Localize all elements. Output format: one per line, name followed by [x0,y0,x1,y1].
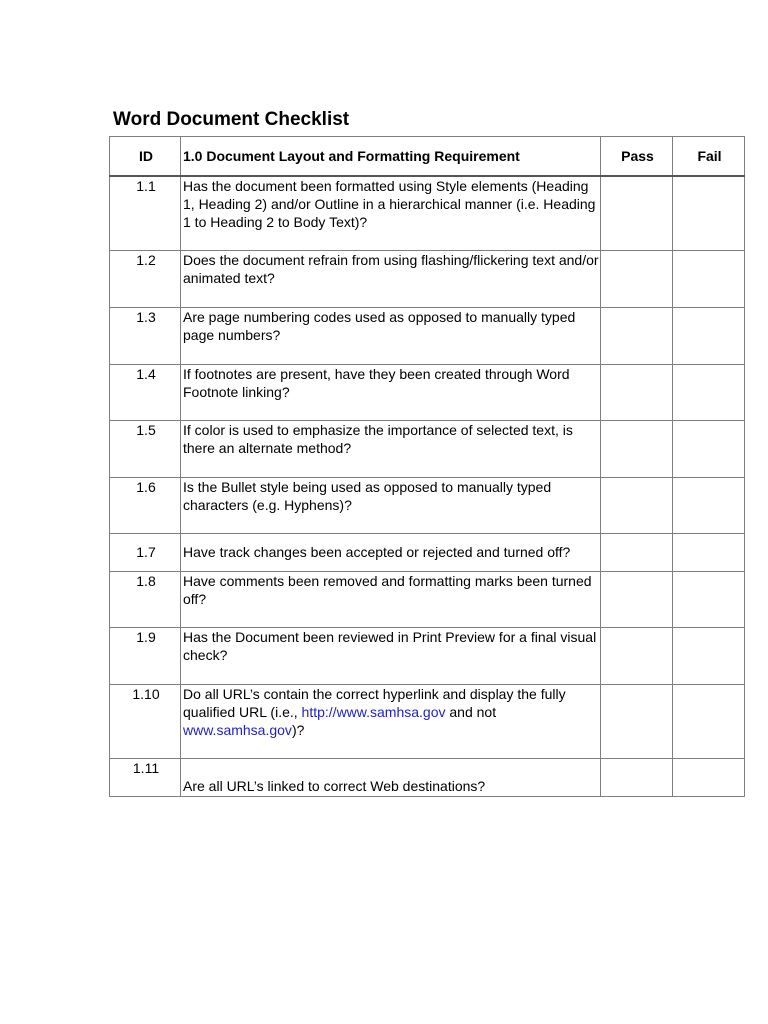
pass-cell[interactable] [601,533,673,571]
row-id: 1.9 [110,627,181,684]
page-title: Word Document Checklist [113,109,350,130]
fail-cell[interactable] [673,250,745,307]
row-requirement: Have track changes been accepted or rejected and turned off? [181,533,601,571]
row-id: 1.4 [110,364,181,420]
hyperlink-samhsa-full[interactable]: http://www.samhsa.gov [301,703,446,720]
row-requirement: Have comments been removed and formatting marks been turned off? [181,571,601,627]
row-id: 1.8 [110,571,181,627]
column-header-pass: Pass [601,137,673,177]
fail-cell[interactable] [673,176,745,250]
row-requirement: Is the Bullet style being used as opposed to manually typed characters (e.g. Hyphens)? [181,477,601,533]
row-id: 1.3 [110,307,181,364]
table-row [110,627,745,684]
row-requirement [181,684,601,758]
pass-cell[interactable] [601,627,673,684]
row-requirement: If color is used to emphasize the importance of selected text, is there an alternate method? [181,420,601,477]
fail-cell[interactable] [673,758,745,796]
row-requirement: Does the document refrain from using flashing/flickering text and/or animated text? [181,250,601,307]
column-header-requirement: 1.0 Document Layout and Formatting Requirement [181,137,601,177]
fail-cell[interactable] [673,627,745,684]
pass-cell[interactable] [601,758,673,796]
row-id: 1.1 [110,176,181,250]
pass-cell[interactable] [601,571,673,627]
fail-cell[interactable] [673,364,745,420]
row-requirement: If footnotes are present, have they been created through Word Footnote linking? [181,364,601,420]
requirement-text-middle: and not [445,703,497,720]
column-header-id: ID [110,137,181,177]
table-row [110,364,745,420]
requirement-text-before: Do all URL’s contain the correct hyperlink and display the fully qualified URL (i.e., [183,685,566,720]
row-requirement: Are page numbering codes used as opposed to manually typed page numbers? [181,307,601,364]
table-row [110,533,745,571]
table-row [110,307,745,364]
table-row [110,176,745,250]
checklist-table [109,136,745,797]
table-row [110,571,745,627]
pass-cell[interactable] [601,477,673,533]
table-row [110,758,745,796]
row-id: 1.5 [110,420,181,477]
pass-cell[interactable] [601,307,673,364]
header-row [110,137,745,177]
row-id: 1.7 [110,533,181,571]
fail-cell[interactable] [673,477,745,533]
row-id: 1.6 [110,477,181,533]
requirement-text-after: )? [291,721,305,738]
hyperlink-samhsa-short[interactable]: www.samhsa.gov [183,721,292,738]
row-requirement: Has the document been formatted using Style elements (Heading 1, Heading 2) and/or Outline in a hierarchical manner (i.e. Heading 1 to Heading 2 to Body Text)? [181,176,601,250]
fail-cell[interactable] [673,684,745,758]
fail-cell[interactable] [673,307,745,364]
fail-cell[interactable] [673,571,745,627]
pass-cell[interactable] [601,250,673,307]
fail-cell[interactable] [673,420,745,477]
pass-cell[interactable] [601,420,673,477]
pass-cell[interactable] [601,364,673,420]
pass-cell[interactable] [601,684,673,758]
pass-cell[interactable] [601,176,673,250]
table-row [110,477,745,533]
row-requirement: Are all URL’s linked to correct Web destinations? [181,758,601,796]
fail-cell[interactable] [673,533,745,571]
table-row [110,420,745,477]
row-requirement: Has the Document been reviewed in Print Preview for a final visual check? [181,627,601,684]
column-header-fail: Fail [673,137,745,177]
table-row [110,684,745,758]
row-id: 1.2 [110,250,181,307]
row-id: 1.11 [110,758,181,796]
table-row [110,250,745,307]
row-id: 1.10 [110,684,181,758]
